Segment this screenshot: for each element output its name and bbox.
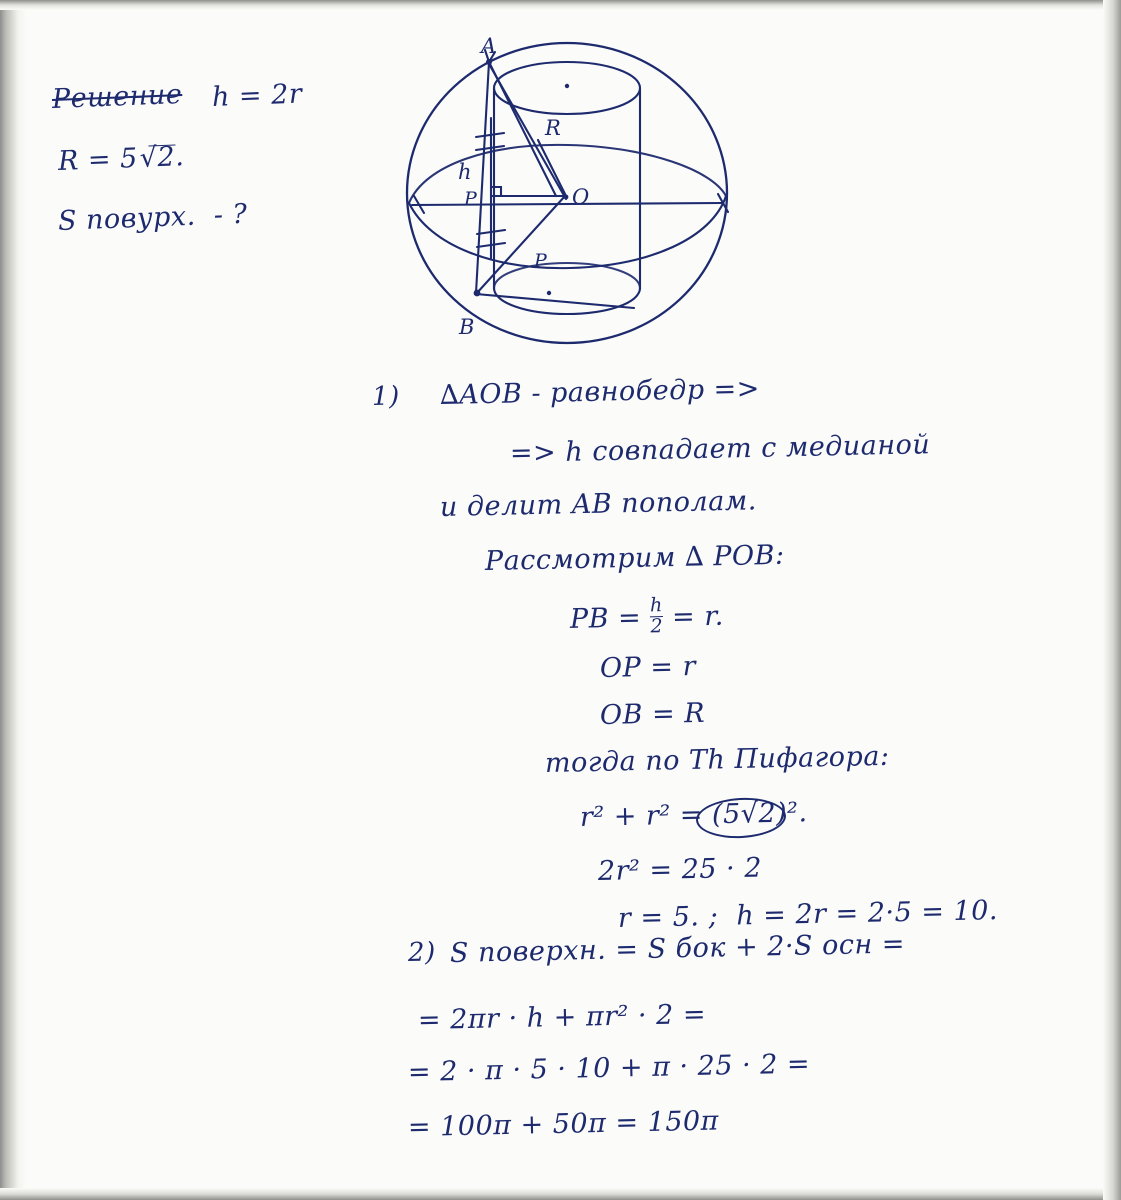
step-2-text: => h совпадает с медианой — [509, 429, 931, 469]
step-7-ob: OB = R — [599, 697, 706, 731]
figure-label-b: B — [459, 315, 475, 339]
given-height: h = 2r — [211, 78, 303, 113]
figure-label-r: R — [545, 116, 561, 140]
step-11-result: r = 5. ; h = 2r = 2·5 = 10. — [617, 895, 999, 934]
figure-label-a: A — [481, 34, 497, 58]
step-2-marker: 2) — [407, 937, 436, 968]
step-6-op: OP = r — [599, 650, 697, 684]
figure-label-h: h — [458, 160, 472, 184]
step-3-text: и делит AB пополам. — [439, 485, 758, 523]
figure-label-o: O — [572, 185, 590, 209]
crossed-out-word: Решение — [51, 79, 183, 115]
given-question: S повурх. - ? — [57, 198, 249, 237]
step-13-expand: = 2πr · h + πr² · 2 = — [417, 998, 707, 1036]
step-1-text: ∆AOB - равнобедр => — [439, 373, 761, 411]
step-4-text: Рассмотрим ∆ POB: — [484, 539, 785, 577]
step-5-pb: PB = $\frac{h}{2}$ = r. — [569, 594, 725, 638]
step-9-pythagoras: r² + r² = (5√2)². — [579, 797, 808, 833]
step-14-substitute: = 2 · π · 5 · 10 + π · 25 · 2 = — [407, 1048, 811, 1088]
step-1-marker: 1) — [371, 381, 400, 412]
given-radius: R = 5√ 2. — [57, 141, 185, 177]
step-15-answer: = 100π + 50π = 150π — [407, 1105, 720, 1143]
figure-label-p: P — [464, 188, 477, 210]
step-10-simplify: 2r² = 25 · 2 — [597, 852, 763, 887]
figure-label-p2: P — [534, 250, 547, 272]
step-8-theorem: тогда по Th Пифагора: — [544, 740, 890, 779]
step-12-surface: S поверхн. = S бок + 2·S осн = — [449, 928, 906, 969]
